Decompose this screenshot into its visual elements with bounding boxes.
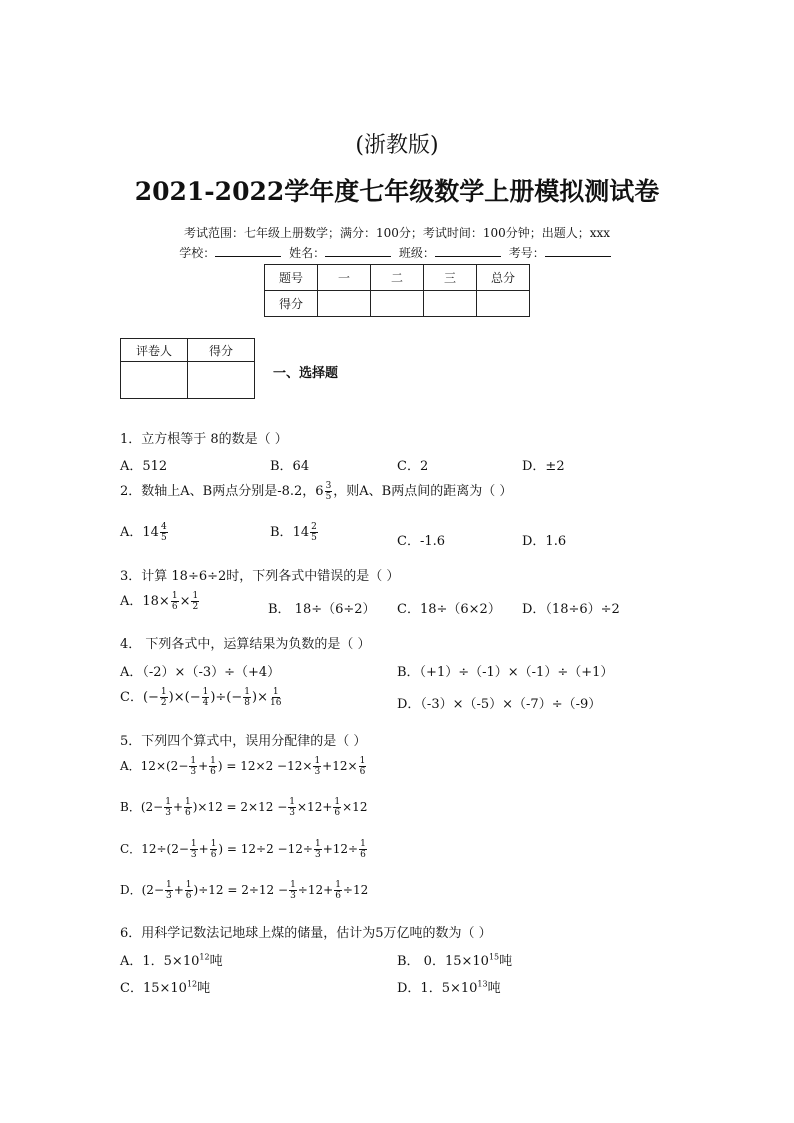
q5-option-d[interactable]: D．(2− $\frac{1}{3}$ + $\frac{1}{6}$ )÷12 = 2÷12 − $\frac{1}{3}$ ÷12+ $\frac{1}{6}$ ÷12 <box>120 880 369 901</box>
score-input-cell[interactable] <box>477 291 530 317</box>
fraction: $\frac{1}{6}$ <box>360 839 366 860</box>
score-input-cell[interactable] <box>371 291 424 317</box>
score-input-cell[interactable] <box>424 291 477 317</box>
school-label: 学校： <box>179 246 216 260</box>
q3-option-d[interactable]: D．（18÷6）÷2 <box>522 602 620 617</box>
fraction: $\frac{1}{6}$ <box>335 880 341 901</box>
question-5-stem: 5．下列四个算式中，误用分配律的是（ ） <box>120 734 367 749</box>
q3-option-a[interactable]: A．18× $\frac{1}{6}$ × $\frac{1}{2}$ <box>120 591 199 612</box>
fraction: $\frac{3}{5}$ <box>325 481 332 502</box>
score-cell: 二 <box>371 265 424 291</box>
q6-option-b[interactable]: B． 0．$15\times 10^{15}$吨 <box>397 952 513 969</box>
number-blank[interactable] <box>545 246 611 257</box>
score-table-score-row <box>265 291 530 317</box>
question-1-stem: 1．立方根等于 8的数是（ ） <box>120 432 288 447</box>
fraction: $\frac{1}{3}$ <box>165 797 171 818</box>
fraction: $\frac{1}{3}$ <box>290 880 296 901</box>
fraction: $\frac{1}{2}$ <box>192 591 199 612</box>
score-cell: 一 <box>318 265 371 291</box>
fraction: $\frac{1}{4}$ <box>202 687 209 708</box>
fraction: $\frac{1}{6}$ <box>210 839 217 860</box>
q2-option-b[interactable]: B．14 $\frac{2}{5}$ <box>270 522 317 543</box>
fraction: $\frac{1}{3}$ <box>289 797 295 818</box>
school-blank[interactable] <box>215 246 281 257</box>
exam-info: 考试范围：七年级上册数学；满分：100分；考试时间：100分钟；出题人；xxx <box>183 226 611 240</box>
q6-option-d[interactable]: D．1．$5\times 10^{13}$吨 <box>397 979 501 996</box>
score-cell: 三 <box>424 265 477 291</box>
fraction: $\frac{1}{3}$ <box>314 839 321 860</box>
q2-option-c[interactable]: C．-1.6 <box>397 534 446 549</box>
q1-option-d[interactable]: D．±2 <box>522 459 565 474</box>
fraction: $\frac{1}{6}$ <box>171 591 178 612</box>
name-blank[interactable] <box>325 246 391 257</box>
q4-option-c[interactable]: C．(− $\frac{1}{2}$ )×(− $\frac{1}{4}$ )÷(− $\frac{1}{8}$ )× $\frac{1}{16}$ <box>120 687 282 708</box>
question-3-stem: 3．计算 18÷6÷2时，下列各式中错误的是（ ） <box>120 569 400 584</box>
q2-option-d[interactable]: D．1.6 <box>522 534 567 549</box>
question-4-stem: 4． 下列各式中，运算结果为负数的是（ ） <box>120 637 371 652</box>
q6-option-a[interactable]: A．1．$5\times 10^{12}$吨 <box>120 952 223 969</box>
q2-stem-pre: 2．数轴上A、B两点分别是-8.2，6 <box>120 484 324 499</box>
q4-option-d[interactable]: D．（-3）×（-5）×（-7）÷（-9） <box>397 697 602 712</box>
q3-option-b[interactable]: B． 18÷（6÷2） <box>268 602 376 617</box>
fraction: $\frac{1}{6}$ <box>210 756 216 777</box>
fraction: $\frac{1}{6}$ <box>334 797 341 818</box>
fraction: $\frac{1}{3}$ <box>190 839 197 860</box>
edition-label: (浙教版) <box>355 133 439 158</box>
fraction: $\frac{4}{5}$ <box>160 522 167 543</box>
q6-option-c[interactable]: C．$15\times 10^{12}$吨 <box>120 979 211 996</box>
question-2-stem <box>120 480 512 502</box>
q5-option-a[interactable]: A．12×(2− $\frac{1}{3}$ + $\frac{1}{6}$ ) = 12×2 −12× $\frac{1}{3}$ +12× $\frac{1}{6}$ <box>120 756 366 777</box>
score-cell: 得分 <box>265 291 318 317</box>
grader-table <box>120 338 255 399</box>
score-table <box>264 264 530 317</box>
fraction: $\frac{2}{5}$ <box>311 522 317 543</box>
fraction: $\frac{1}{6}$ <box>185 880 192 901</box>
grader-score-header: 得分 <box>188 339 255 362</box>
student-id-line <box>0 244 794 261</box>
fraction: $\frac{1}{3}$ <box>190 756 197 777</box>
fraction: $\frac{1}{3}$ <box>314 756 321 777</box>
exam-title: 2021-2022学年度七年级数学上册模拟测试卷 <box>134 177 660 206</box>
grader-score-input-cell[interactable] <box>188 362 255 399</box>
class-blank[interactable] <box>435 246 501 257</box>
q1-option-c[interactable]: C．2 <box>397 459 429 474</box>
q4-option-b[interactable]: B．（+1）÷（-1）×（-1）÷（+1） <box>397 665 614 680</box>
fraction: $\frac{1}{8}$ <box>244 687 250 708</box>
section-heading: 一、选择题 <box>273 366 339 381</box>
q3-option-c[interactable]: C．18÷（6×2） <box>397 602 501 617</box>
q2-option-a[interactable]: A．14 $\frac{4}{5}$ <box>120 522 167 543</box>
name-label: 姓名： <box>289 246 326 260</box>
q1-option-b[interactable]: B．64 <box>270 459 310 474</box>
grader-input-cell[interactable] <box>121 362 188 399</box>
q1-option-a[interactable]: A．512 <box>120 459 168 474</box>
score-cell: 总分 <box>477 265 530 291</box>
grader-header: 评卷人 <box>121 339 188 362</box>
class-label: 班级： <box>398 246 435 260</box>
q2-stem-post: ，则A、B两点间的距离为（ ） <box>333 484 513 499</box>
fraction: $\frac{1}{6}$ <box>185 797 191 818</box>
score-cell: 题号 <box>265 265 318 291</box>
score-table-header-row <box>265 265 530 291</box>
q4-option-a[interactable]: A．（-2）×（-3）÷（+4） <box>120 665 281 680</box>
fraction: $\frac{1}{6}$ <box>359 756 366 777</box>
score-input-cell[interactable] <box>318 291 371 317</box>
fraction: $\frac{1}{2}$ <box>160 687 167 708</box>
q5-option-b[interactable]: B．(2− $\frac{1}{3}$ + $\frac{1}{6}$ )×12 = 2×12 − $\frac{1}{3}$ ×12+ $\frac{1}{6}$ ×12 <box>120 797 368 818</box>
fraction: $\frac{1}{16}$ <box>269 687 282 708</box>
q5-option-c[interactable]: C．12÷(2− $\frac{1}{3}$ + $\frac{1}{6}$ ) = 12÷2 −12÷ $\frac{1}{3}$ +12÷ $\frac{1}{6}$ <box>120 839 366 860</box>
fraction: $\frac{1}{3}$ <box>166 880 172 901</box>
question-6-stem: 6．用科学记数法记地球上煤的储量，估计为5万亿吨的数为（ ） <box>120 926 492 941</box>
number-label: 考号： <box>508 246 545 260</box>
